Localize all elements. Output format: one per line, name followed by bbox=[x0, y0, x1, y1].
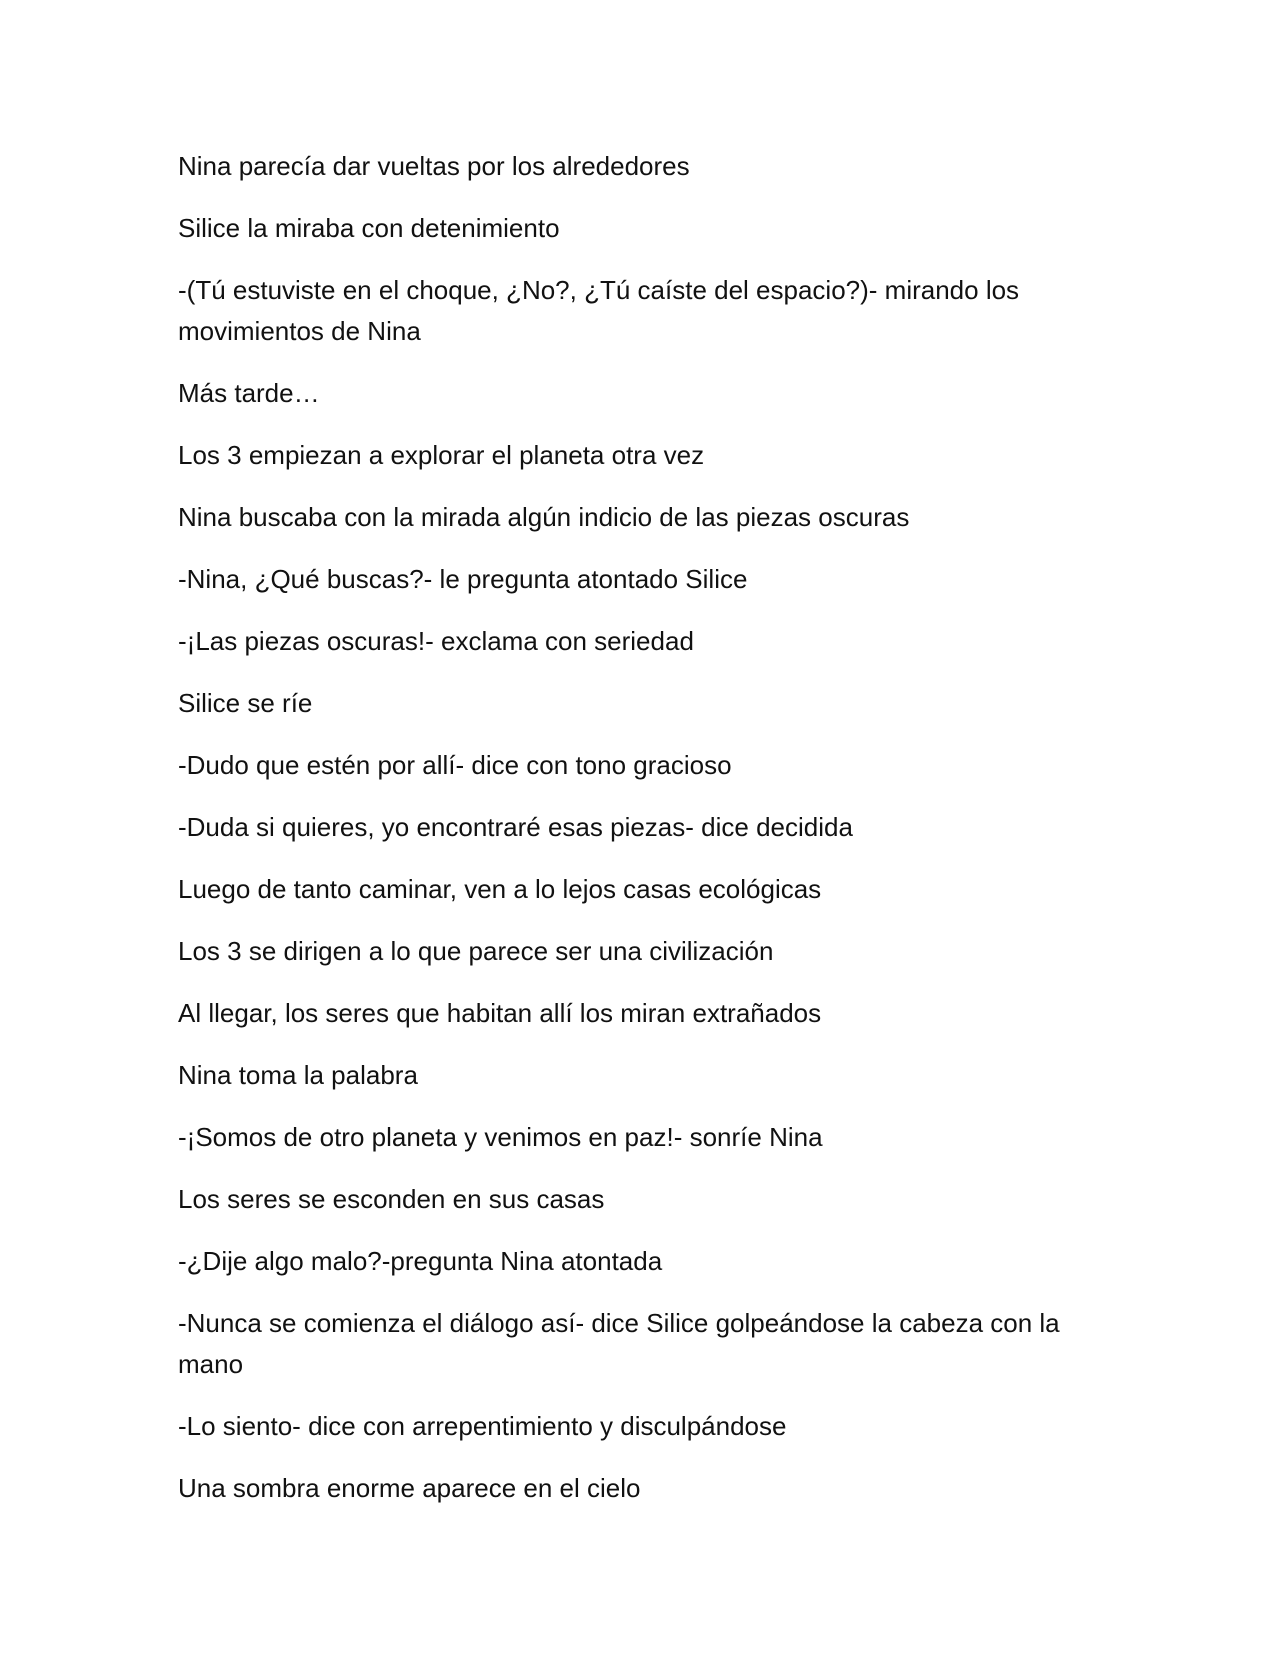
paragraph: Nina parecía dar vueltas por los alrededores bbox=[178, 151, 690, 181]
paragraph: Más tarde… bbox=[178, 378, 320, 408]
paragraph: -¡Las piezas oscuras!- exclama con seriedad bbox=[178, 626, 694, 656]
paragraph: Los 3 empiezan a explorar el planeta otra vez bbox=[178, 440, 705, 470]
paragraph: Los seres se esconden en sus casas bbox=[178, 1184, 605, 1214]
paragraph: -Nunca se comienza el diálogo así- dice Silice golpeándose la cabeza con la mano bbox=[178, 1308, 1060, 1379]
paragraph: Una sombra enorme aparece en el cielo bbox=[178, 1473, 641, 1503]
paragraph: -Duda si quieres, yo encontraré esas piezas- dice decidida bbox=[178, 812, 853, 842]
paragraph: -¿Dije algo malo?-pregunta Nina atontada bbox=[178, 1246, 663, 1276]
document-body bbox=[178, 146, 1078, 1530]
paragraph: Nina buscaba con la mirada algún indicio de las piezas oscuras bbox=[178, 502, 910, 532]
paragraph: -Nina, ¿Qué buscas?- le pregunta atontado Silice bbox=[178, 564, 748, 594]
paragraph: Al llegar, los seres que habitan allí los miran extrañados bbox=[178, 998, 822, 1028]
paragraph: Silice se ríe bbox=[178, 688, 313, 718]
paragraph: -¡Somos de otro planeta y venimos en paz!- sonríe Nina bbox=[178, 1122, 823, 1152]
paragraph: Silice la miraba con detenimiento bbox=[178, 213, 560, 243]
paragraph: -Dudo que estén por allí- dice con tono gracioso bbox=[178, 750, 732, 780]
paragraph: -(Tú estuviste en el choque, ¿No?, ¿Tú caíste del espacio?)- mirando los movimientos de Nina bbox=[178, 275, 1020, 346]
paragraph: Luego de tanto caminar, ven a lo lejos casas ecológicas bbox=[178, 874, 822, 904]
paragraph: Nina toma la palabra bbox=[178, 1060, 418, 1090]
paragraph: -Lo siento- dice con arrepentimiento y disculpándose bbox=[178, 1411, 787, 1441]
paragraph: Los 3 se dirigen a lo que parece ser una civilización bbox=[178, 936, 774, 966]
